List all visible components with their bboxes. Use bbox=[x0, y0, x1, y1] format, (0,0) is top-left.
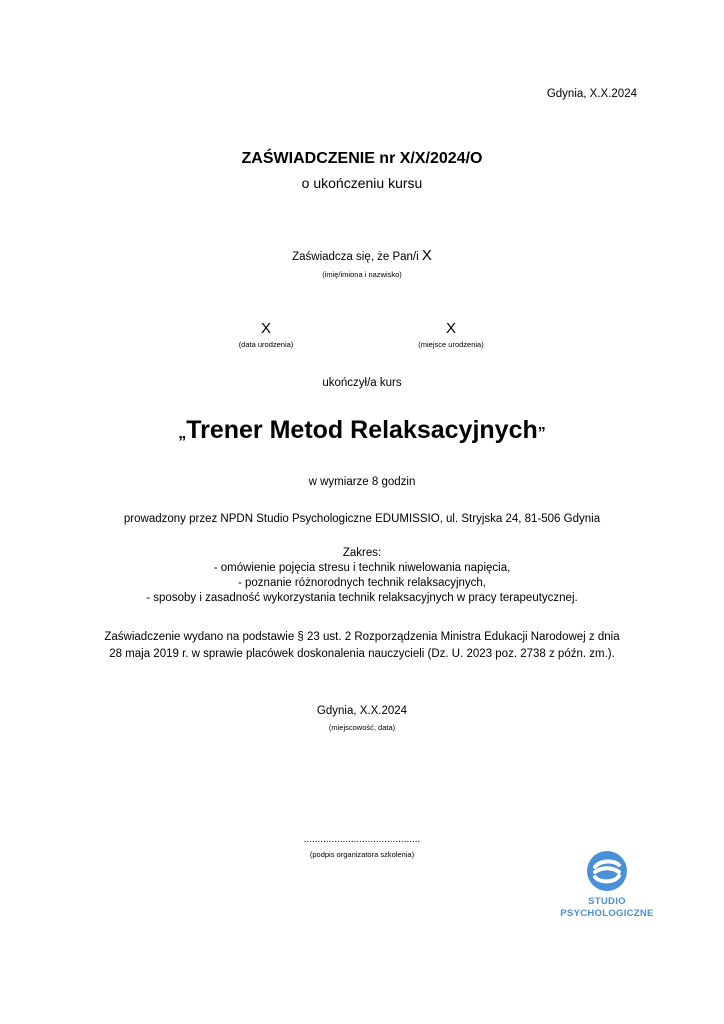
certificate-subtitle: o ukończeniu kursu bbox=[301, 175, 423, 191]
signature-caption: (podpis organizatora szkolenia) bbox=[309, 850, 415, 859]
certifies-line bbox=[0, 247, 724, 264]
birth-date-block bbox=[196, 320, 336, 349]
birth-date-value: X bbox=[260, 320, 271, 337]
legal-line-1: Zaświadczenie wydano na podstawie § 23 ust. 2 Rozporządzenia Ministra Edukacji Narodowej z dnia bbox=[104, 631, 620, 643]
studio-logo-icon bbox=[586, 850, 628, 892]
course-hours: w wymiarze 8 godzin bbox=[308, 476, 416, 488]
course-name: Trener Metod Relaksacyjnych bbox=[186, 416, 538, 444]
scope-item: - poznanie różnorodnych technik relaksacyjnych, bbox=[237, 577, 487, 589]
footer-place-caption: (miejscowość, data) bbox=[328, 723, 396, 732]
participant-name: X bbox=[421, 247, 432, 264]
certificate-title: ZAŚWIADCZENIE nr X/X/2024/O bbox=[241, 150, 483, 167]
logo-line-2: PSYCHOLOGICZNE bbox=[560, 908, 654, 919]
course-organizer: prowadzony przez NPDN Studio Psychologiczne EDUMISSIO, ul. Stryjska 24, 81-506 Gdynia bbox=[123, 513, 601, 525]
course-name-line bbox=[0, 416, 724, 445]
footer-place-date: Gdynia, X.X.2024 bbox=[316, 705, 408, 717]
studio-logo bbox=[552, 850, 662, 920]
course-scope bbox=[0, 546, 724, 606]
legal-basis bbox=[0, 629, 724, 663]
course-open-quote: „ bbox=[178, 425, 187, 442]
completed-text: ukończył/a kurs bbox=[322, 377, 402, 389]
scope-heading: Zakres: bbox=[342, 547, 382, 559]
birth-place-block bbox=[381, 320, 521, 349]
course-close-quote: ” bbox=[537, 425, 546, 442]
birth-date-caption: (data urodzenia) bbox=[238, 340, 294, 349]
certifies-text: Zaświadcza się, że Pan/i bbox=[292, 251, 422, 263]
scope-item: - sposoby i zasadność wykorzystania technik relaksacyjnych w pracy terapeutycznej. bbox=[146, 592, 578, 604]
logo-text bbox=[552, 896, 662, 920]
name-caption: (imię/imiona i nazwisko) bbox=[322, 270, 402, 279]
birth-place-value: X bbox=[445, 320, 456, 337]
signature-line: .......................................... bbox=[303, 834, 421, 845]
scope-item: - omówienie pojęcia stresu i technik niwelowania napięcia, bbox=[213, 562, 511, 574]
birth-place-caption: (miejsce urodzenia) bbox=[418, 340, 484, 349]
logo-line-1: STUDIO bbox=[588, 896, 626, 907]
header-place-date: Gdynia, X.X.2024 bbox=[546, 88, 637, 100]
legal-line-2: 28 maja 2019 r. w sprawie placówek doskonalenia nauczycieli (Dz. U. 2023 poz. 2738 z późn. zm.). bbox=[109, 648, 615, 660]
